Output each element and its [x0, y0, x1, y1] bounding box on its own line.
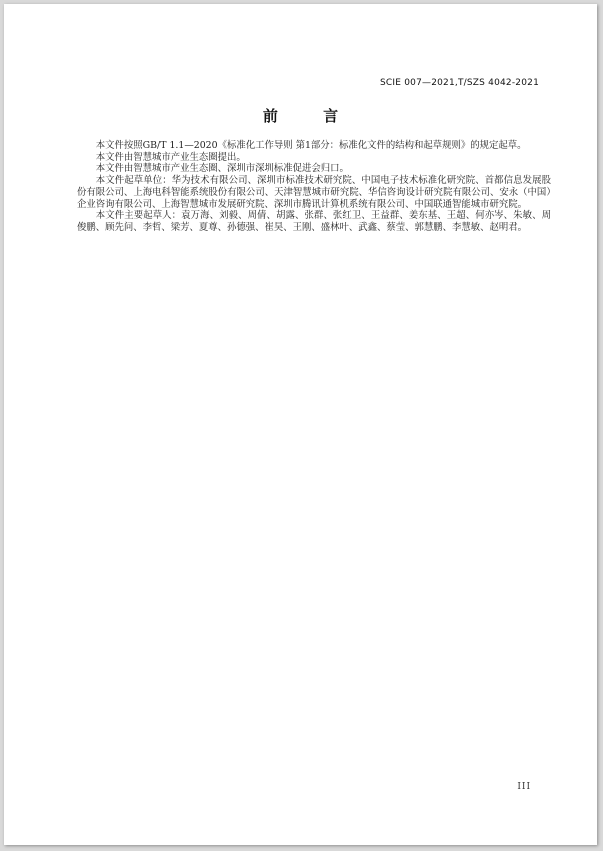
paragraph-drafters: 本文件主要起草人：袁万海、刘毅、周倩、胡露、张群、张红卫、王益群、姜东基、王超、何亦岑、朱敏、周俊鹏、顾先问、李哲、梁芳、夏尊、孙德强、崔昊、王刚、盛林叶、武鑫、蔡莹、郭慧鹏、李慧敏、赵明君。 [77, 210, 551, 233]
paragraph-proposer: 本文件由智慧城市产业生态圈提出。 [95, 151, 246, 163]
paragraph-drafting-units: 本文件起草单位：华为技术有限公司、深圳市标准技术研究院、中国电子技术标准化研究院、首都信息发展股份有限公司、上海电科智能系统股份有限公司、天津智慧城市研究院、华信咨询设计研究院有限公司、安永（中国）企业咨询有限公司、上海智慧城市发展研究院、深圳市腾讯计算机系统有限公司、中国联通智能城市研究院。 [77, 175, 551, 210]
paragraph-drafting-rules: 本文件按照GB/T 1.1—2020《标准化工作导则 第1部分：标准化文件的结构和起草规则》的规定起草。 [95, 140, 527, 151]
preface-body [77, 140, 551, 234]
document-page [4, 4, 597, 845]
document-code: SCIE 007—2021,T/SZS 4042-2021 [380, 78, 539, 88]
page-number: III [517, 782, 531, 792]
paragraph-administrator: 本文件由智慧城市产业生态圈、深圳市深圳标准促进会归口。 [95, 163, 349, 175]
page-title: 前 言 [262, 107, 359, 125]
